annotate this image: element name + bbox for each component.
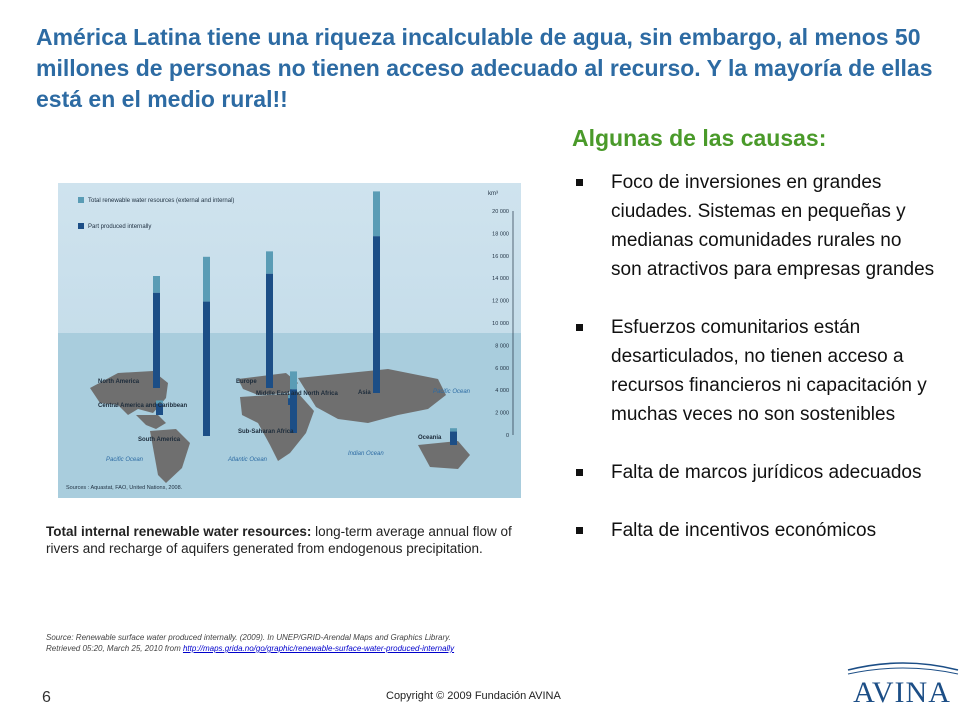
region-label: Middle East and North Africa [256,391,338,397]
bar-internal [203,302,210,436]
list-item [576,313,936,429]
axis-tick-label: 0 [505,433,509,439]
caption-text: long-term average annual flow of rivers and recharge of aquifers generated from endogenous precipitation. [46,524,512,556]
causes-list [576,168,936,574]
axis-unit-label: km³ [488,191,498,197]
page-number: 6 [42,689,51,706]
copyright-text: Copyright © 2009 Fundación AVINA [386,690,561,702]
axis-tick-label: 18 000 [492,231,509,238]
bar-internal [266,274,273,388]
axis-tick-label: 8 000 [495,343,509,350]
region-label: South America [138,437,181,443]
list-item [576,516,936,545]
bar-total [153,276,160,293]
axis-tick-label: 12 000 [492,298,509,305]
axis-tick-label: 20 000 [492,209,509,215]
bullet-square-icon [576,324,583,331]
list-item [576,168,936,284]
axis-tick-label: 2 000 [495,410,509,417]
axis-tick-label: 14 000 [492,276,509,283]
legend-internal-label: Part produced internally [88,224,152,230]
ocean-label: Pacific Ocean [106,457,144,463]
avina-logo [843,660,960,720]
axis-tick-label: 4 000 [495,388,509,395]
bullet-text: Esfuerzos comunitarios están desarticulados, no tienen acceso a recursos financieros ni capacitación y muchas veces no son sostenibles [611,317,927,425]
axis-tick-label: 16 000 [492,253,509,260]
bullet-text: Falta de marcos jurídicos adecuados [611,462,922,483]
region-label: Europe [236,379,257,385]
bar-total [450,428,457,431]
source-line2: Retrieved 05:20, March 25, 2010 from [46,644,183,653]
bar-internal [373,236,380,393]
source-note [46,632,546,654]
ocean-label: Indian Ocean [348,451,384,457]
source-line1: Source: Renewable surface water produced internally. (2009). In UNEP/GRID-Arendal Maps and Graphics Library. [46,633,451,642]
bullet-square-icon [576,179,583,186]
svg-text:AVINA: AVINA [853,676,951,709]
ocean-label: Pacific Ocean [433,389,471,395]
region-label: Sub-Saharan Africa [238,429,294,435]
legend-total-label: Total renewable water resources (external and internal) [88,198,235,204]
slide-title: América Latina tiene una riqueza incalculable de agua, sin embargo, al menos 50 millones de personas no tienen acceso adecuado al recurso. Y la mayoría de ellas está en el medio rural!! [36,24,933,112]
legend-total-swatch [78,197,84,203]
bar-total [203,257,210,302]
legend-internal-swatch [78,223,84,229]
ocean-label: Atlantic Ocean [228,457,268,463]
axis-tick-label: 6 000 [495,365,509,372]
bullet-text: Foco de inversiones en grandes ciudades. Sistemas en pequeñas y medianas comunidades rurales no son atractivos para empresas grandes [611,172,935,280]
causes-subtitle: Algunas de las causas: [572,125,827,151]
map-source-label: Sources : Aquastat, FAO, United Nations, 2008. [66,485,183,491]
source-link[interactable]: http://maps.grida.no/go/graphic/renewable-surface-water-produced-internally [182,644,455,653]
bar-total [266,251,273,273]
region-label: Central America and Caribbean [98,403,188,409]
bar-total [373,191,380,236]
bar-internal [153,293,160,388]
water-resources-map [58,183,521,498]
bullet-text: Falta de incentivos económicos [611,520,877,541]
map-graphic [58,183,521,498]
bullet-square-icon [576,527,583,534]
caption-bold: Total internal renewable water resources: [46,524,312,539]
bar-total [290,371,297,389]
map-caption [46,523,516,557]
bullet-square-icon [576,469,583,476]
region-label: North America [98,379,140,385]
region-label: Asia [358,390,371,396]
bar-internal [450,432,457,445]
list-item [576,458,936,487]
region-label: Oceania [418,435,442,441]
axis-tick-label: 10 000 [492,321,509,327]
